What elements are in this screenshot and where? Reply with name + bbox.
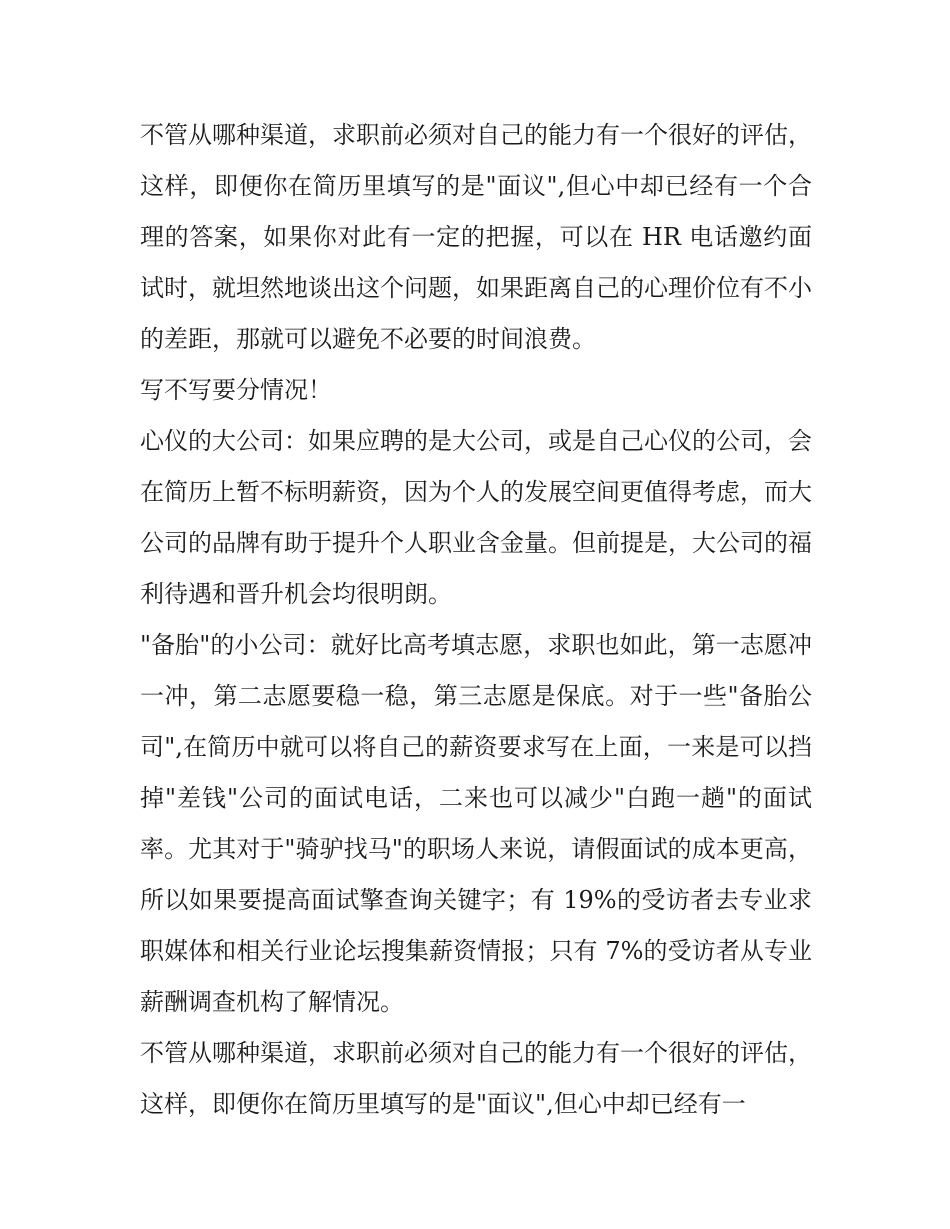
paragraph-salary-evaluation: 不管从哪种渠道，求职前必须对自己的能力有一个很好的评估，这样，即便你在简历里填写的是"面议",但心中却已经有一个合理的答案，如果你对此有一定的把握，可以在 HR 电话邀约面试时，就坦然地谈出这个问题，如果距离自己的心理价位有不小的差距，那就可以避免不必要的时间浪费。	[140, 121, 812, 353]
paragraph-salary-evaluation-repeat: 不管从哪种渠道，求职前必须对自己的能力有一个很好的评估，这样，即便你在简历里填写的是"面议",但心中却已经有一	[140, 1039, 812, 1118]
document-body	[140, 110, 812, 1130]
paragraph-heading-depends: 写不写要分情况！	[140, 376, 332, 404]
paragraph-big-company: 心仪的大公司：如果应聘的是大公司，或是自己心仪的公司，会在简历上暂不标明薪资，因为个人的发展空间更值得考虑，而大公司的品牌有助于提升个人职业含金量。但前提是，大公司的福利待遇和晋升机会均很明朗。	[140, 427, 812, 608]
paragraph-backup-company: "备胎"的小公司：就好比高考填志愿，求职也如此，第一志愿冲一冲，第二志愿要稳一稳，第三志愿是保底。对于一些"备胎公司",在简历中就可以将自己的薪资要求写在上面，一来是可以挡掉"差钱"公司的面试电话，二来也可以减少"白跑一趟"的面试率。尤其对于"骑驴找马"的职场人来说，请假面试的成本更高，所以如果要提高面试擎查询关键字；有 19%的受访者去专业求职媒体和相关行业论坛搜集薪资情报；只有 7%的受访者从专业薪酬调查机构了解情况。	[140, 631, 812, 1016]
